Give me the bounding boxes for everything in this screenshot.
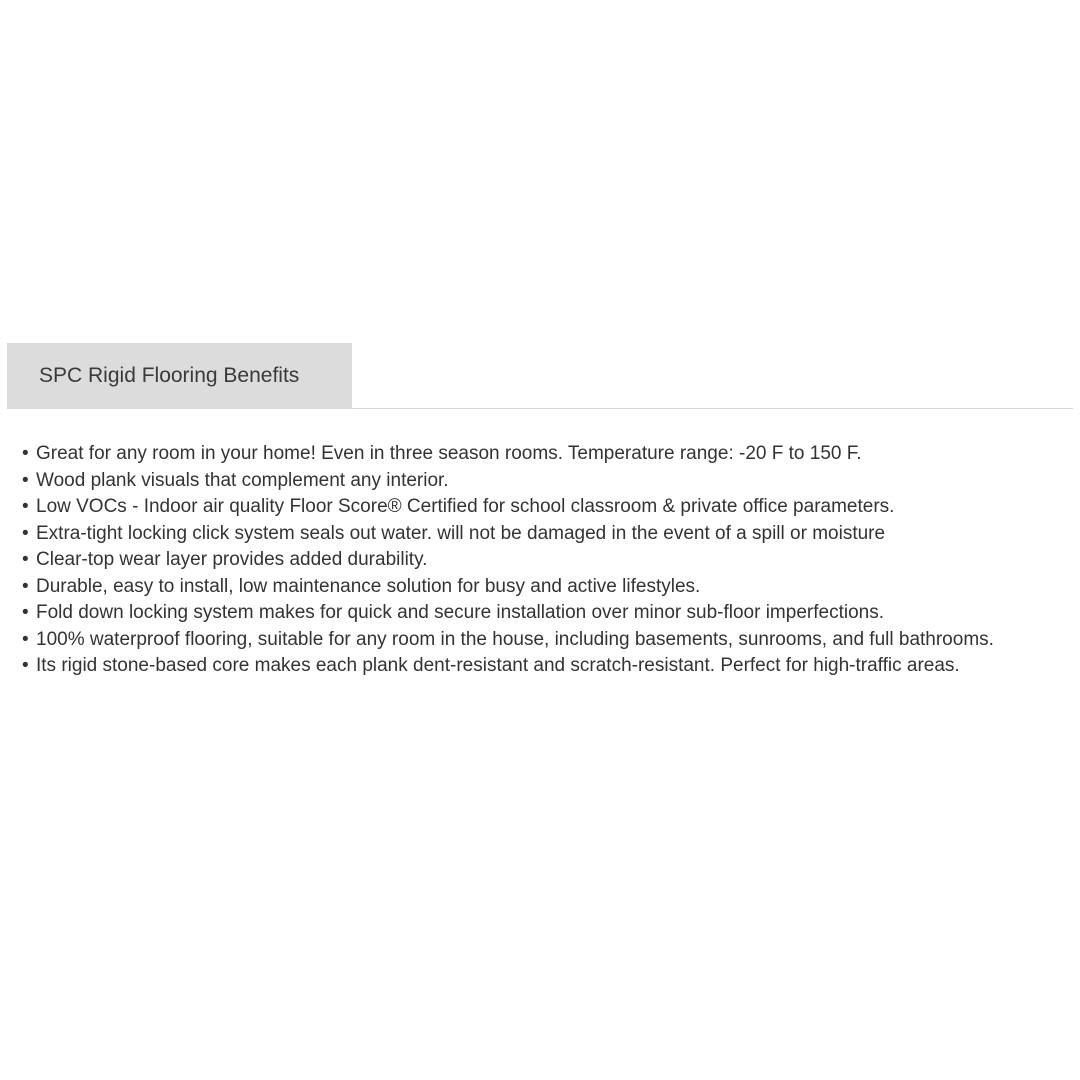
benefit-text: Great for any room in your home! Even in three season rooms. Temperature range: -20 F to 150 F. [36, 443, 862, 464]
bullet: • [22, 496, 29, 517]
benefit-text: Fold down locking system makes for quick and secure installation over minor sub-floor imperfections. [36, 602, 884, 623]
benefit-text: 100% waterproof flooring, suitable for any room in the house, including basements, sunrooms, and full bathrooms. [36, 628, 994, 650]
bullet: • [22, 522, 29, 544]
list-item [22, 468, 1077, 495]
list-item [22, 600, 1077, 627]
bullet: • [22, 575, 29, 597]
benefit-text: Clear-top wear layer provides added durability. [36, 549, 428, 570]
benefit-text: Wood plank visuals that complement any interior. [36, 469, 449, 491]
benefit-text: Low VOCs - Indoor air quality Floor Score® Certified for school classroom & private office parameters. [36, 496, 895, 517]
benefit-text: Its rigid stone-based core makes each plank dent-resistant and scratch-resistant. Perfect for high-traffic areas. [36, 655, 960, 676]
bullet: • [22, 469, 29, 491]
list-item [22, 494, 1077, 521]
list-item [22, 574, 1077, 601]
bullet: • [22, 602, 29, 623]
benefit-text: Durable, easy to install, low maintenance solution for busy and active lifestyles. [36, 575, 701, 597]
list-item [22, 627, 1077, 654]
benefits-list [22, 441, 1077, 680]
list-item [22, 441, 1077, 468]
bullet: • [22, 443, 29, 464]
tab-bar [7, 343, 1073, 409]
list-item [22, 521, 1077, 548]
list-item [22, 547, 1077, 574]
bullet: • [22, 549, 29, 570]
bullet: • [22, 628, 29, 650]
benefit-text: Extra-tight locking click system seals out water. will not be damaged in the event of a spill or moisture [36, 522, 886, 544]
tab-spc-rigid-flooring-benefits[interactable]: SPC Rigid Flooring Benefits [7, 343, 352, 409]
bullet: • [22, 655, 29, 676]
list-item [22, 653, 1077, 680]
